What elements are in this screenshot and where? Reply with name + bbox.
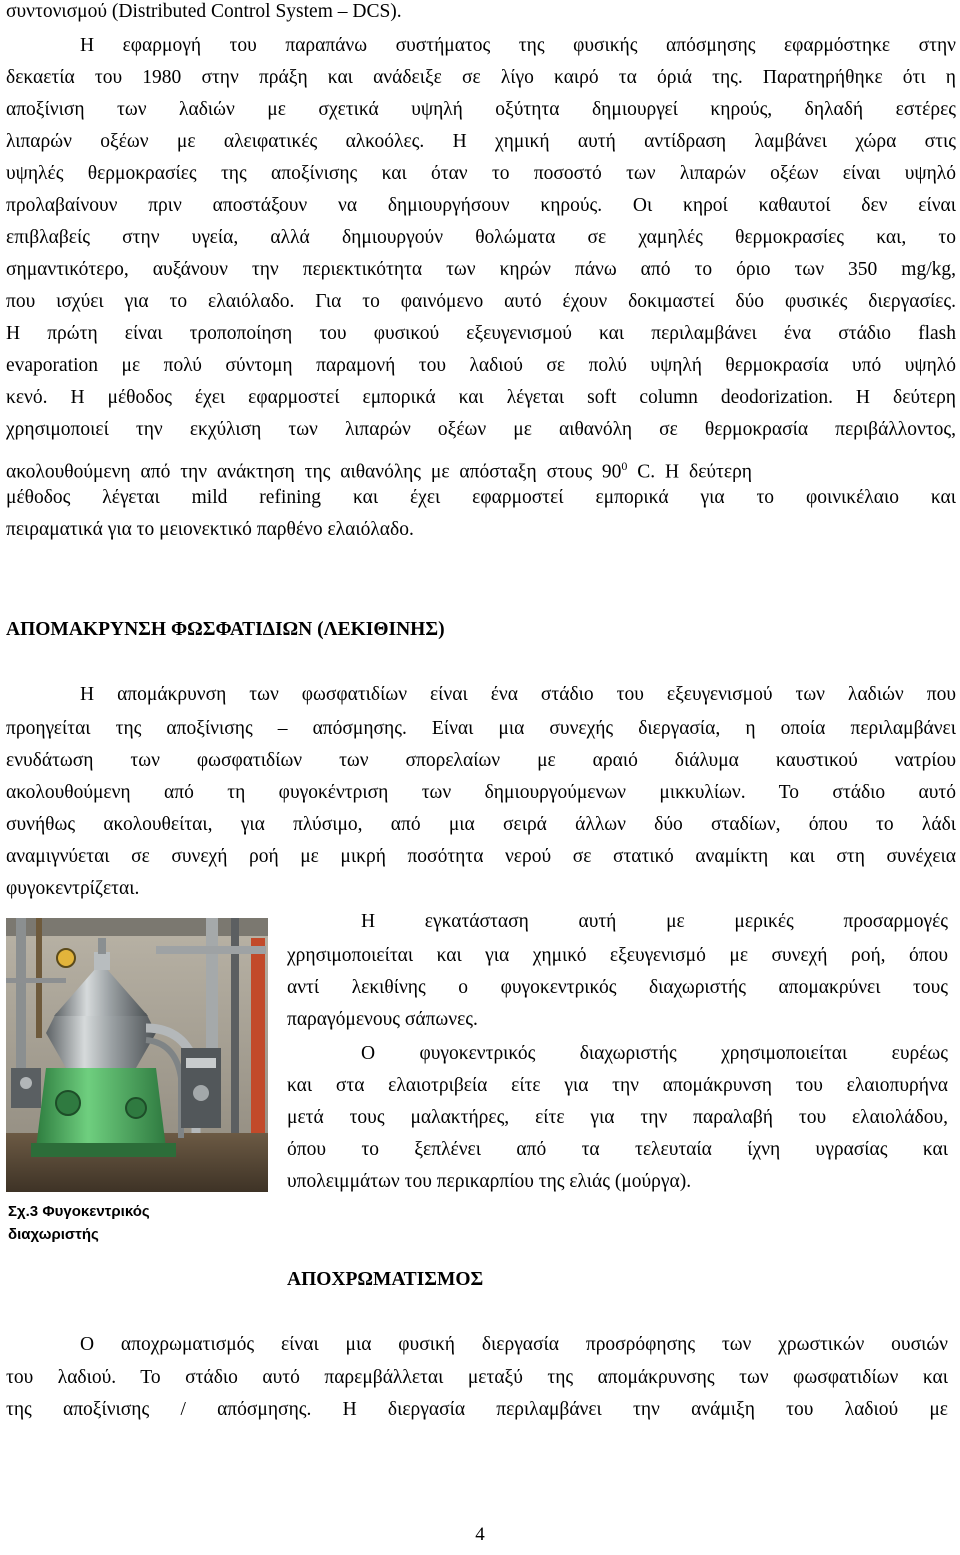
text-line: παραγόμενους σάπωνες. [287,1009,478,1030]
text-line-tail: C. Η δεύτερη [627,461,752,482]
text-line: της αποξίνισης / απόσμησης. Η διεργασία περιλαμβάνει την ανάμιξη του λαδιού με [6,1399,948,1420]
figure-caption [8,1200,208,1246]
text-line: σημαντικότερο, αυξάνουν την περιεκτικότητα των κηρών πάνω από το όριο των 350 mg/kg, [6,259,956,280]
caption-line: διαχωριστής [8,1226,99,1243]
text-line: συνήθως ακολουθείται, για πλύσιμο, από μια σειρά άλλων δύο σταδίων, όπου το λάδι [6,814,956,835]
text-line: υπολειμμάτων του περικαρπίου της ελιάς (μούργα). [287,1171,692,1192]
text-line: evaporation με πολύ σύντομη παραμονή του λαδιού σε πολύ υψηλή θερμοκρασία υπό υψηλό [6,355,956,376]
text-line: αναμιγνύεται σε συνεχή ροή με μικρή ποσότητα νερού σε στατικό αναμίκτη και στη συνέχεια [6,846,956,867]
centrifugal-separator-photo [6,918,268,1192]
degree-superscript: 0 [621,459,628,473]
text-line: επιβλαβείς στην υγεία, αλλά δημιουργούν θολώματα σε χαμηλές θερμοκρασίες και, το [6,227,956,248]
section-heading-decolorization: ΑΠΟΧΡΩΜΑΤΙΣΜΟΣ [287,1269,484,1290]
text-line: πειραματικά για το μειονεκτικό παρθένο ελαιόλαδο. [6,519,414,540]
caption-line: Σχ.3 Φυγοκεντρικός [8,1203,150,1220]
section-heading-phosphatides: ΑΠΟΜΑΚΡΥΝΣΗ ΦΩΣΦΑΤΙΔΙΩΝ (ΛΕΚΙΘΙΝΗΣ) [6,619,445,640]
text-line: αποξίνιση των λαδιών με σχετικά υψηλή οξύτητα δημιουργεί κηρούς, δηλαδή εστέρες [6,99,956,120]
text-line: μέθοδος λέγεται mild refining και έχει εφαρμοστεί εμπορικά για το φοινικέλαιο και [6,487,956,508]
text-line: αντί λεκιθίνης ο φυγοκεντρικός διαχωριστής απομακρύνει τους [287,977,948,998]
text-line: συντονισμού (Distributed Control System – DCS). [6,1,402,22]
text-line: του λαδιού. Το στάδιο αυτό παρεμβάλλεται μεταξύ της απομάκρυνσης των φωσφατιδίων και [6,1367,948,1388]
text-line: χρησιμοποιεί την εκχύλιση των λιπαρών οξέων με αιθανόλη σε θερμοκρασία περιβάλλοντος, [6,419,956,440]
text-line: όπου το ξεπλένει από τα τελευταία ίχνη υγρασίας και [287,1139,948,1160]
text-line: και στα ελαιοτριβεία είτε για την απομάκρυνση του ελαιοπυρήνα [287,1075,948,1096]
text-line: φυγοκεντρίζεται. [6,878,140,899]
page-number: 4 [475,1524,485,1545]
text-line: Η απομάκρυνση των φωσφατιδίων είναι ένα στάδιο του εξευγενισμού των λαδιών που [80,684,956,705]
text-line: Η πρώτη είναι τροποποίηση του φυσικού εξευγενισμού και περιλαμβάνει ένα στάδιο flash [6,323,956,344]
text-line: Ο αποχρωματισμός είναι μια φυσική διεργασία προσρόφησης των χρωστικών ουσιών [80,1334,948,1355]
text-line: υψηλές θερμοκρασίες της αποξίνισης και όταν το ποσοστό των λιπαρών οξέων είναι υψηλό [6,163,956,184]
text-line: Ο φυγοκεντρικός διαχωριστής χρησιμοποιείται ευρέως [361,1043,948,1064]
text-line: μετά τους μαλακτήρες, είτε για την παραλαβή του ελαιολάδου, [287,1107,948,1128]
text-line: κενό. Η μέθοδος έχει εφαρμοστεί εμπορικά και λέγεται soft column deodorization. Η δεύτερη [6,387,956,408]
text-line: ακολουθούμενη από τη φυγοκέντριση των δημιουργούμενων μικκυλίων. Το στάδιο αυτό [6,782,956,803]
text-line: Η εγκατάσταση αυτή με μερικές προσαρμογές [361,911,948,932]
text-line: Η εφαρμογή του παραπάνω συστήματος της φυσικής απόσμησης εφαρμόστηκε στην [80,35,956,56]
text-line: δεκαετία του 1980 στην πράξη και ανάδειξε σε λίγο καιρό τα όριά της. Παρατηρήθηκε ότι η [6,67,956,88]
text-line: που ισχύει για το ελαιόλαδο. Για το φαινόμενο αυτό έχουν δοκιμαστεί δύο φυσικές διεργασίες. [6,291,956,312]
text-line: ενυδάτωση των φωσφατιδίων των σπορελαίων με αραιό διάλυμα καυστικού νατρίου [6,750,956,771]
text-line: ακολουθούμενη από την ανάκτηση της αιθανόλης με απόσταξη στους 90 [6,461,622,482]
text-line-with-superscript [6,450,956,482]
text-line: χρησιμοποιείται και για χημικό εξευγενισμό με συνεχή ροή, όπου [287,945,948,966]
text-line: λιπαρών οξέων με αλειφατικές αλκοόλες. Η χημική αυτή αντίδραση λαμβάνει χώρα στις [6,131,956,152]
text-line: προλαβαίνουν πριν αποστάξουν να δημιουργήσουν κηρούς. Οι κηροί καθαυτοί δεν είναι [6,195,956,216]
text-line: προηγείται της αποξίνισης – απόσμησης. Είναι μια συνεχής διεργασία, η οποία περιλαμβάνει [6,718,956,739]
